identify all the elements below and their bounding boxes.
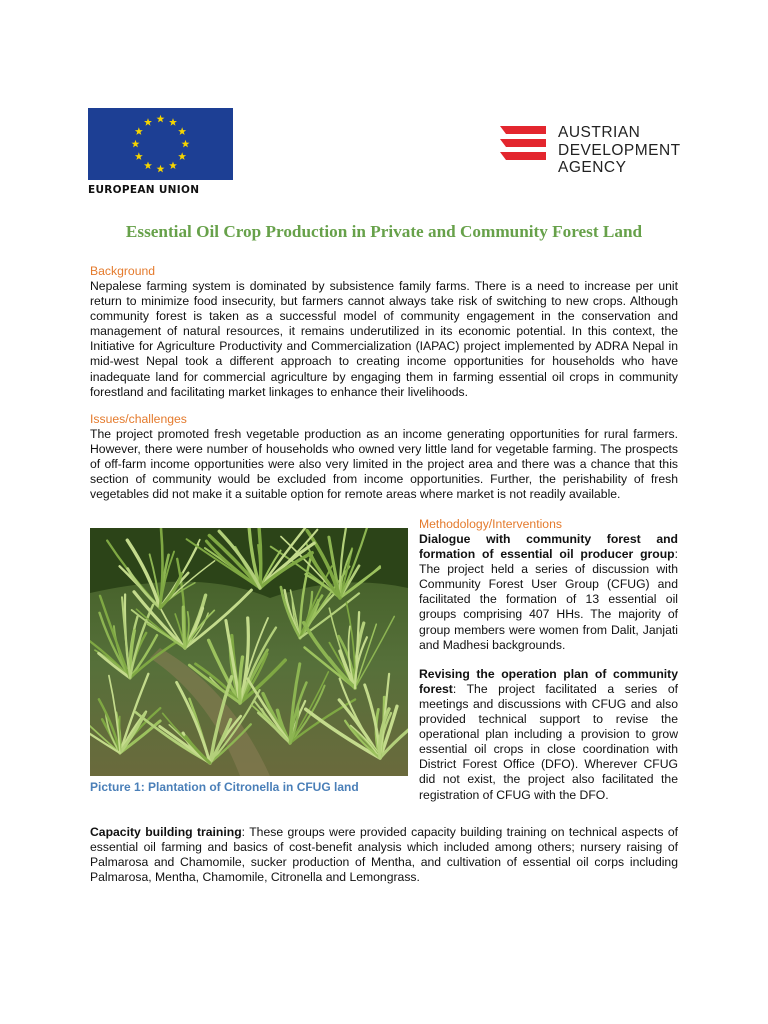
eu-logo xyxy=(88,108,233,196)
eu-label: EUROPEAN UNION xyxy=(88,184,200,196)
lead-capacity: Capacity building training xyxy=(90,825,242,839)
paragraph-background: Nepalese farming system is dominated by subsistence family farms. There is a need to increase per unit return to minimize food insecurity, but farmers cannot always take risk of switching to new crops. Although community forest is taken as a successful model of community engagement in the conservation and management of natural resources, it remains underutilized in its economic potential. In this context, the Initiative for Agriculture Productivity and Commercialization (IAPAC) project implemented by ADRA Nepal in mid-west Nepal took a different approach to creating income opportunities for households who have inadequate land for commercial agriculture by engaging them in farming essential oil crops in community forestland and facilitating market linkages to enhance their livelihoods. xyxy=(90,279,678,399)
ada-logo xyxy=(498,124,681,177)
heading-methodology: Methodology/Interventions xyxy=(419,517,562,531)
eu-flag-icon xyxy=(88,108,233,180)
section-background xyxy=(90,264,678,400)
paragraph-capacity xyxy=(90,825,678,885)
photo-caption: Picture 1: Plantation of Citronella in CFUG land xyxy=(90,780,359,794)
ada-line-1: AUSTRIAN xyxy=(558,124,641,141)
paragraph-methodology-1 xyxy=(419,532,678,653)
paragraph-issues: The project promoted fresh vegetable production as an income generating opportunities for rural farmers. However, there were number of households who owned very little land for vegetable farming. The prospects of off-farm income opportunities were also very limited in the project area and there was a chance that this section of community would be excluded from income opportunities. Further, the perishability of fresh vegetables did not make it a suitable option for remote areas where market is not readily available. xyxy=(90,427,678,502)
text-operation-plan: : The project facilitated a series of meetings and discussions with CFUG and also provided technical support to revise the operational plan including a provision to grow essential oil crops in close coordination with District Forest Office (DFO). Wherever CFUG did not exist, the project also facilitated the registration of CFUG with the DFO. xyxy=(419,681,678,802)
section-capacity xyxy=(90,825,678,885)
document-title: Essential Oil Crop Production in Private and Community Forest Land xyxy=(125,222,643,241)
ada-flag-icon xyxy=(498,124,548,164)
ada-line-2: DEVELOPMENT xyxy=(558,141,681,159)
lead-operation-plan: Revising the operation plan of community forest xyxy=(419,666,678,696)
figure-citronella xyxy=(90,528,408,794)
text-dialogue: : The project held a series of discussion with Community Forest User Group (CFUG) and facilitated the formation of 13 essential oil groups comprising 407 HHs. The majority of group members were women from Dalit, Janjati and Madhesi backgrounds. xyxy=(419,547,678,652)
section-issues xyxy=(90,412,678,502)
paragraph-methodology-2 xyxy=(419,667,678,803)
ada-line-3: AGENCY xyxy=(558,159,627,176)
heading-issues: Issues/challenges xyxy=(90,412,187,426)
text-capacity: : These groups were provided capacity building training on technical aspects of essential oil farming and basics of cost-benefit analysis which included among others; nursery raising of Palmarosa and Chamomile, sucker production of Mentha, and cultivation of essential oil corps including Palmarosa, Mentha, Chamomile, Citronella and Lemongrass. xyxy=(90,825,678,885)
heading-background: Background xyxy=(90,264,156,278)
section-methodology xyxy=(419,517,678,803)
lead-dialogue: Dialogue with community forest and formation of essential oil producer group xyxy=(419,532,678,562)
citronella-plantation-photo xyxy=(90,528,408,776)
